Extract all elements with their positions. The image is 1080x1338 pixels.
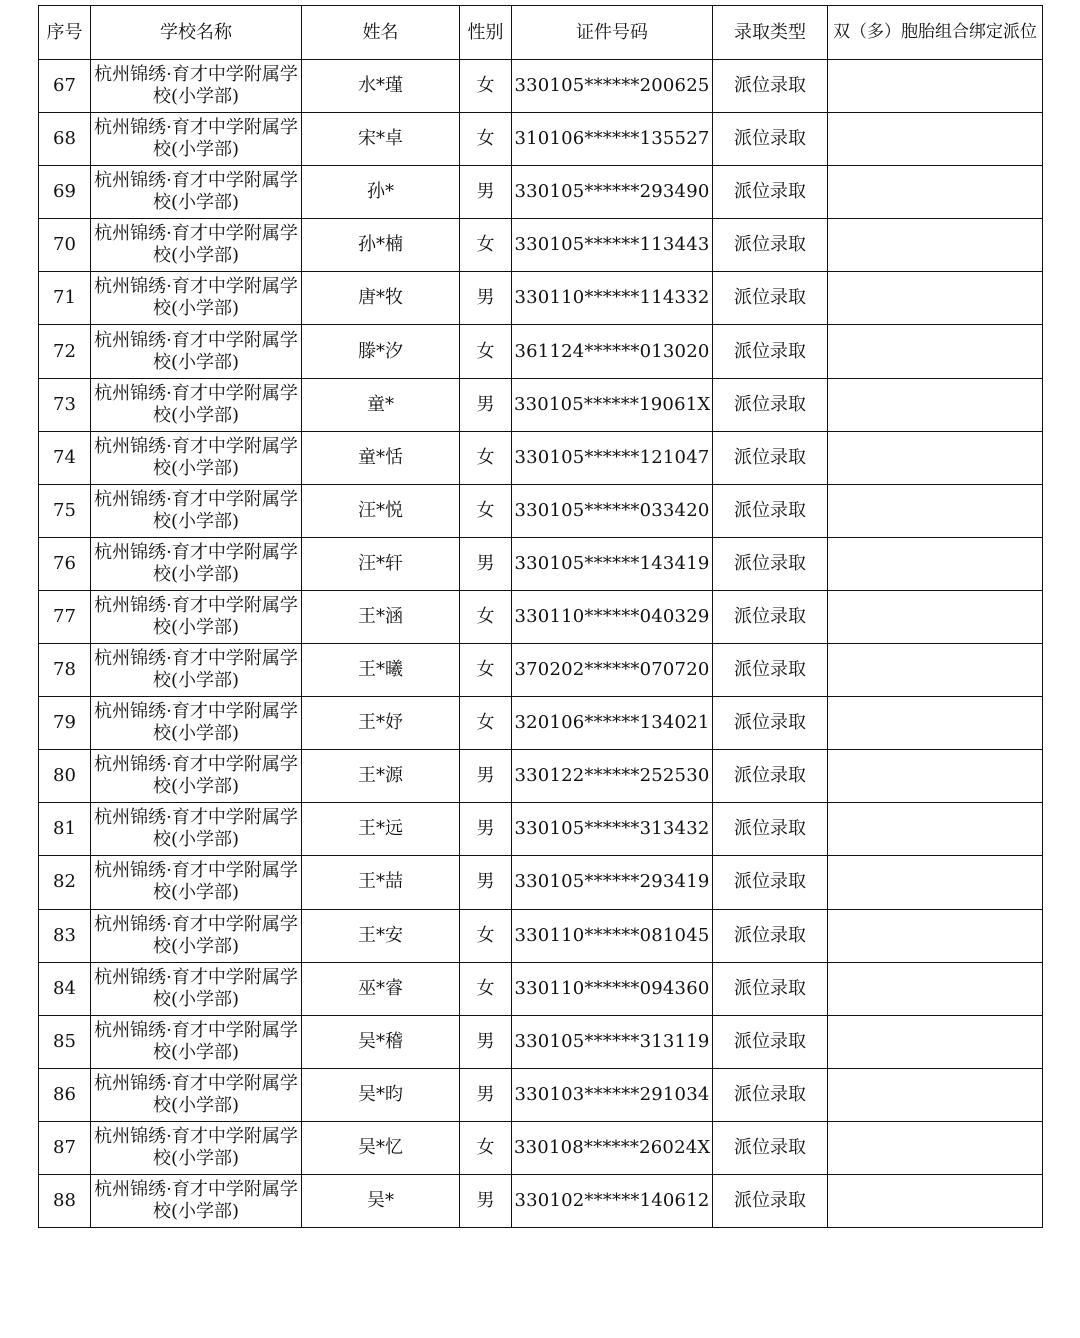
cell-twin bbox=[828, 1174, 1043, 1227]
cell-id: 330110******040329 bbox=[512, 590, 713, 643]
cell-name: 王*喆 bbox=[302, 856, 460, 909]
cell-twin bbox=[828, 60, 1043, 113]
table-row bbox=[39, 644, 1043, 697]
header-gender: 性别 bbox=[460, 6, 512, 60]
cell-id: 361124******013020 bbox=[512, 325, 713, 378]
cell-id: 330103******291034 bbox=[512, 1068, 713, 1121]
cell-id: 330105******313119 bbox=[512, 1015, 713, 1068]
cell-twin bbox=[828, 1121, 1043, 1174]
cell-gender: 男 bbox=[460, 750, 512, 803]
header-seq: 序号 bbox=[39, 6, 91, 60]
cell-seq: 87 bbox=[39, 1121, 91, 1174]
cell-type: 派位录取 bbox=[713, 750, 828, 803]
cell-id: 330105******293419 bbox=[512, 856, 713, 909]
cell-id: 330105******313432 bbox=[512, 803, 713, 856]
cell-id: 330105******200625 bbox=[512, 60, 713, 113]
cell-id: 330105******19061X bbox=[512, 378, 713, 431]
cell-type: 派位录取 bbox=[713, 431, 828, 484]
cell-seq: 76 bbox=[39, 537, 91, 590]
cell-school: 杭州锦绣·育才中学附属学校(小学部) bbox=[91, 1174, 302, 1227]
cell-school: 杭州锦绣·育才中学附属学校(小学部) bbox=[91, 962, 302, 1015]
cell-id: 330110******081045 bbox=[512, 909, 713, 962]
table-row bbox=[39, 750, 1043, 803]
cell-id: 330105******293490 bbox=[512, 166, 713, 219]
table-row bbox=[39, 1174, 1043, 1227]
cell-seq: 73 bbox=[39, 378, 91, 431]
cell-gender: 女 bbox=[460, 60, 512, 113]
header-name: 姓名 bbox=[302, 6, 460, 60]
cell-twin bbox=[828, 644, 1043, 697]
cell-school: 杭州锦绣·育才中学附属学校(小学部) bbox=[91, 113, 302, 166]
cell-school: 杭州锦绣·育才中学附属学校(小学部) bbox=[91, 909, 302, 962]
cell-school: 杭州锦绣·育才中学附属学校(小学部) bbox=[91, 60, 302, 113]
cell-seq: 82 bbox=[39, 856, 91, 909]
cell-school: 杭州锦绣·育才中学附属学校(小学部) bbox=[91, 803, 302, 856]
cell-name: 王*妤 bbox=[302, 697, 460, 750]
table-row bbox=[39, 431, 1043, 484]
cell-name: 吴* bbox=[302, 1174, 460, 1227]
cell-id: 330108******26024X bbox=[512, 1121, 713, 1174]
cell-school: 杭州锦绣·育才中学附属学校(小学部) bbox=[91, 1121, 302, 1174]
cell-gender: 男 bbox=[460, 378, 512, 431]
cell-id: 320106******134021 bbox=[512, 697, 713, 750]
cell-id: 330110******114332 bbox=[512, 272, 713, 325]
cell-twin bbox=[828, 537, 1043, 590]
admission-roster-table bbox=[38, 5, 1043, 1228]
cell-type: 派位录取 bbox=[713, 909, 828, 962]
cell-school: 杭州锦绣·育才中学附属学校(小学部) bbox=[91, 590, 302, 643]
cell-gender: 女 bbox=[460, 219, 512, 272]
cell-seq: 74 bbox=[39, 431, 91, 484]
header-twin: 双（多）胞胎组合绑定派位 bbox=[828, 6, 1043, 60]
cell-school: 杭州锦绣·育才中学附属学校(小学部) bbox=[91, 484, 302, 537]
cell-twin bbox=[828, 166, 1043, 219]
cell-type: 派位录取 bbox=[713, 803, 828, 856]
cell-seq: 69 bbox=[39, 166, 91, 219]
cell-seq: 70 bbox=[39, 219, 91, 272]
table-row bbox=[39, 378, 1043, 431]
cell-gender: 女 bbox=[460, 484, 512, 537]
cell-twin bbox=[828, 325, 1043, 378]
table-row bbox=[39, 962, 1043, 1015]
cell-name: 孙*楠 bbox=[302, 219, 460, 272]
cell-twin bbox=[828, 431, 1043, 484]
cell-name: 童*恬 bbox=[302, 431, 460, 484]
cell-type: 派位录取 bbox=[713, 962, 828, 1015]
cell-seq: 86 bbox=[39, 1068, 91, 1121]
cell-twin bbox=[828, 272, 1043, 325]
cell-twin bbox=[828, 113, 1043, 166]
cell-twin bbox=[828, 803, 1043, 856]
table-row bbox=[39, 166, 1043, 219]
cell-type: 派位录取 bbox=[713, 537, 828, 590]
cell-gender: 男 bbox=[460, 1015, 512, 1068]
cell-school: 杭州锦绣·育才中学附属学校(小学部) bbox=[91, 378, 302, 431]
cell-name: 水*瑾 bbox=[302, 60, 460, 113]
cell-type: 派位录取 bbox=[713, 272, 828, 325]
cell-school: 杭州锦绣·育才中学附属学校(小学部) bbox=[91, 272, 302, 325]
cell-name: 王*曦 bbox=[302, 644, 460, 697]
cell-name: 童* bbox=[302, 378, 460, 431]
cell-gender: 男 bbox=[460, 1068, 512, 1121]
cell-gender: 女 bbox=[460, 644, 512, 697]
table-row bbox=[39, 484, 1043, 537]
cell-name: 汪*轩 bbox=[302, 537, 460, 590]
cell-id: 370202******070720 bbox=[512, 644, 713, 697]
cell-type: 派位录取 bbox=[713, 590, 828, 643]
table-row bbox=[39, 590, 1043, 643]
table-row bbox=[39, 697, 1043, 750]
cell-name: 吴*稽 bbox=[302, 1015, 460, 1068]
cell-name: 汪*悦 bbox=[302, 484, 460, 537]
header-type: 录取类型 bbox=[713, 6, 828, 60]
cell-id: 330102******140612 bbox=[512, 1174, 713, 1227]
table-row bbox=[39, 537, 1043, 590]
cell-twin bbox=[828, 1068, 1043, 1121]
cell-gender: 女 bbox=[460, 590, 512, 643]
cell-type: 派位录取 bbox=[713, 1121, 828, 1174]
cell-twin bbox=[828, 962, 1043, 1015]
cell-id: 330105******121047 bbox=[512, 431, 713, 484]
cell-school: 杭州锦绣·育才中学附属学校(小学部) bbox=[91, 1015, 302, 1068]
cell-school: 杭州锦绣·育才中学附属学校(小学部) bbox=[91, 750, 302, 803]
cell-type: 派位录取 bbox=[713, 1015, 828, 1068]
cell-seq: 78 bbox=[39, 644, 91, 697]
cell-school: 杭州锦绣·育才中学附属学校(小学部) bbox=[91, 431, 302, 484]
cell-name: 王*远 bbox=[302, 803, 460, 856]
cell-school: 杭州锦绣·育才中学附属学校(小学部) bbox=[91, 219, 302, 272]
cell-gender: 男 bbox=[460, 856, 512, 909]
cell-gender: 男 bbox=[460, 166, 512, 219]
cell-school: 杭州锦绣·育才中学附属学校(小学部) bbox=[91, 166, 302, 219]
cell-gender: 女 bbox=[460, 113, 512, 166]
header-id: 证件号码 bbox=[512, 6, 713, 60]
cell-name: 王*涵 bbox=[302, 590, 460, 643]
cell-id: 330110******094360 bbox=[512, 962, 713, 1015]
cell-twin bbox=[828, 856, 1043, 909]
cell-type: 派位录取 bbox=[713, 697, 828, 750]
cell-type: 派位录取 bbox=[713, 856, 828, 909]
cell-twin bbox=[828, 750, 1043, 803]
cell-twin bbox=[828, 484, 1043, 537]
cell-name: 王*源 bbox=[302, 750, 460, 803]
cell-gender: 女 bbox=[460, 431, 512, 484]
cell-school: 杭州锦绣·育才中学附属学校(小学部) bbox=[91, 697, 302, 750]
cell-type: 派位录取 bbox=[713, 378, 828, 431]
cell-seq: 80 bbox=[39, 750, 91, 803]
table-row bbox=[39, 856, 1043, 909]
cell-seq: 83 bbox=[39, 909, 91, 962]
cell-school: 杭州锦绣·育才中学附属学校(小学部) bbox=[91, 1068, 302, 1121]
cell-name: 孙* bbox=[302, 166, 460, 219]
cell-type: 派位录取 bbox=[713, 325, 828, 378]
cell-name: 吴*昀 bbox=[302, 1068, 460, 1121]
table-header bbox=[39, 6, 1043, 60]
cell-twin bbox=[828, 378, 1043, 431]
table-row bbox=[39, 113, 1043, 166]
cell-seq: 84 bbox=[39, 962, 91, 1015]
cell-seq: 75 bbox=[39, 484, 91, 537]
table-row bbox=[39, 272, 1043, 325]
table-row bbox=[39, 1121, 1043, 1174]
cell-type: 派位录取 bbox=[713, 60, 828, 113]
table-row bbox=[39, 60, 1043, 113]
table-row bbox=[39, 1015, 1043, 1068]
cell-gender: 女 bbox=[460, 909, 512, 962]
cell-twin bbox=[828, 909, 1043, 962]
cell-school: 杭州锦绣·育才中学附属学校(小学部) bbox=[91, 644, 302, 697]
cell-name: 唐*牧 bbox=[302, 272, 460, 325]
cell-id: 330105******033420 bbox=[512, 484, 713, 537]
table-body bbox=[39, 60, 1043, 1228]
cell-school: 杭州锦绣·育才中学附属学校(小学部) bbox=[91, 856, 302, 909]
cell-seq: 88 bbox=[39, 1174, 91, 1227]
header-row bbox=[39, 6, 1043, 60]
cell-type: 派位录取 bbox=[713, 113, 828, 166]
cell-name: 宋*卓 bbox=[302, 113, 460, 166]
cell-twin bbox=[828, 590, 1043, 643]
cell-gender: 男 bbox=[460, 1174, 512, 1227]
cell-name: 王*安 bbox=[302, 909, 460, 962]
cell-gender: 男 bbox=[460, 803, 512, 856]
cell-type: 派位录取 bbox=[713, 166, 828, 219]
table-row bbox=[39, 1068, 1043, 1121]
cell-type: 派位录取 bbox=[713, 219, 828, 272]
cell-school: 杭州锦绣·育才中学附属学校(小学部) bbox=[91, 537, 302, 590]
cell-seq: 72 bbox=[39, 325, 91, 378]
cell-seq: 67 bbox=[39, 60, 91, 113]
cell-seq: 85 bbox=[39, 1015, 91, 1068]
cell-type: 派位录取 bbox=[713, 484, 828, 537]
cell-gender: 女 bbox=[460, 962, 512, 1015]
cell-gender: 男 bbox=[460, 537, 512, 590]
table-row bbox=[39, 325, 1043, 378]
cell-type: 派位录取 bbox=[713, 1174, 828, 1227]
cell-seq: 71 bbox=[39, 272, 91, 325]
cell-seq: 81 bbox=[39, 803, 91, 856]
cell-type: 派位录取 bbox=[713, 1068, 828, 1121]
table-row bbox=[39, 219, 1043, 272]
cell-gender: 女 bbox=[460, 697, 512, 750]
cell-seq: 77 bbox=[39, 590, 91, 643]
cell-twin bbox=[828, 697, 1043, 750]
cell-id: 330105******143419 bbox=[512, 537, 713, 590]
cell-name: 滕*汐 bbox=[302, 325, 460, 378]
cell-gender: 女 bbox=[460, 1121, 512, 1174]
cell-id: 330122******252530 bbox=[512, 750, 713, 803]
cell-name: 巫*睿 bbox=[302, 962, 460, 1015]
cell-type: 派位录取 bbox=[713, 644, 828, 697]
cell-twin bbox=[828, 219, 1043, 272]
cell-gender: 女 bbox=[460, 325, 512, 378]
cell-gender: 男 bbox=[460, 272, 512, 325]
cell-seq: 68 bbox=[39, 113, 91, 166]
cell-seq: 79 bbox=[39, 697, 91, 750]
cell-id: 330105******113443 bbox=[512, 219, 713, 272]
cell-school: 杭州锦绣·育才中学附属学校(小学部) bbox=[91, 325, 302, 378]
cell-name: 吴*忆 bbox=[302, 1121, 460, 1174]
table-row bbox=[39, 803, 1043, 856]
table-row bbox=[39, 909, 1043, 962]
header-school: 学校名称 bbox=[91, 6, 302, 60]
cell-id: 310106******135527 bbox=[512, 113, 713, 166]
cell-twin bbox=[828, 1015, 1043, 1068]
